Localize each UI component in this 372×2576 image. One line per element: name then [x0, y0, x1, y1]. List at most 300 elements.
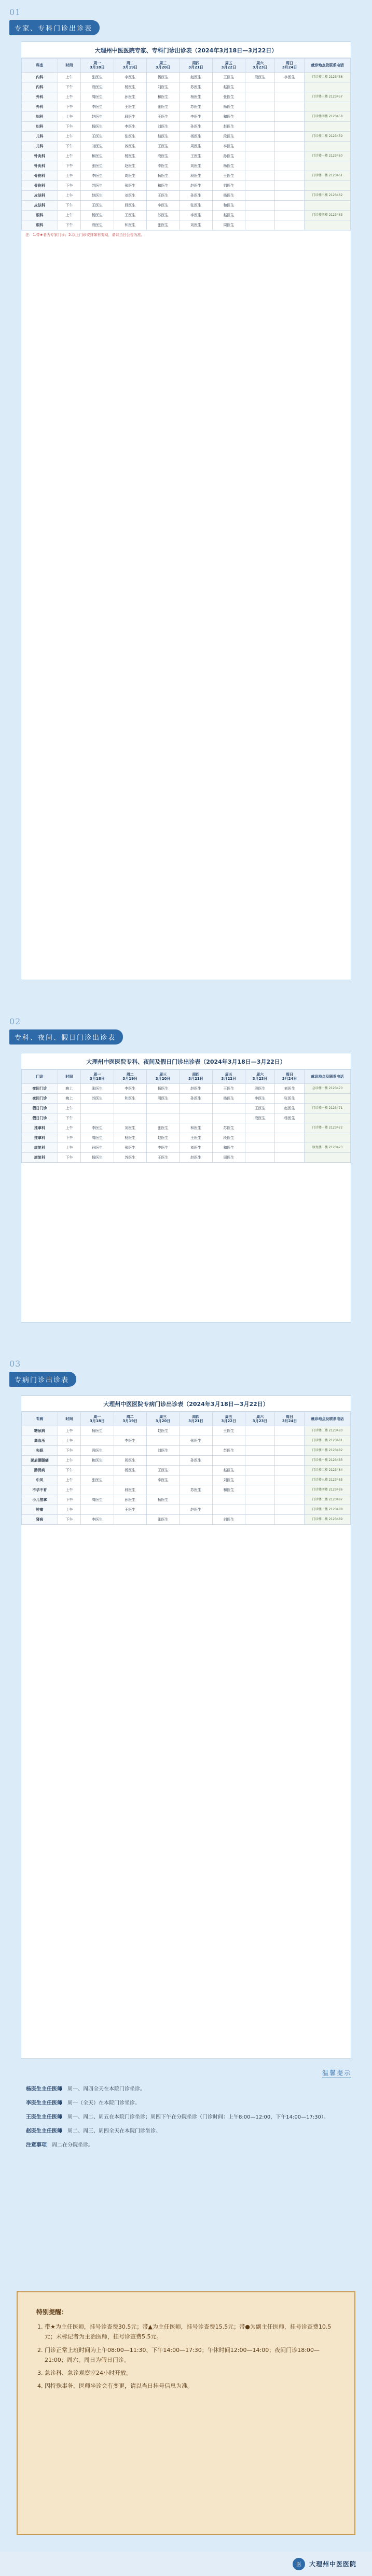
table-row [22, 102, 351, 112]
time-cell: 下午 [58, 102, 80, 112]
doctor-cell: 杨医生 [275, 1113, 305, 1123]
doctor-cell [212, 1113, 245, 1123]
doctor-cell: 苏医生 [212, 1123, 245, 1133]
doctor-cell [180, 1426, 212, 1436]
doctor-cell: 苏医生 [212, 1446, 245, 1456]
date-label: 3月22日 [221, 1077, 237, 1081]
doctor-cell: 刘医生 [114, 191, 146, 201]
doctor-cell: 李医生 [81, 102, 114, 112]
column-header: 就诊地点及联系电话 [305, 1070, 351, 1084]
date-label: 3月23日 [252, 65, 268, 69]
doctor-cell: 刘医生 [146, 1446, 179, 1456]
day-label: 周三 [159, 1414, 167, 1419]
column-header-day [180, 59, 212, 73]
location-cell: 康复楼二楼 2123473 [305, 1143, 351, 1153]
doctor-cell [81, 1436, 114, 1446]
doctor-cell [275, 211, 305, 220]
doctor-cell [245, 171, 275, 181]
notice-title: 特别提醒： [36, 2308, 68, 2316]
doctor-cell: 张医生 [81, 1084, 114, 1094]
dept-cell: 儿科 [22, 132, 58, 142]
doctor-cell [146, 1436, 179, 1446]
location-cell: 门诊楼二楼 2123459 [305, 132, 351, 142]
location-cell [305, 1113, 351, 1123]
date-label: 3月20日 [155, 1419, 171, 1423]
location-cell: 门诊楼三楼 2123482 [305, 1446, 351, 1456]
doctor-cell: 段医生 [245, 1084, 275, 1094]
table-row [22, 1505, 351, 1515]
section-header-3 [9, 1359, 76, 1387]
doctor-cell: 王医生 [180, 1133, 212, 1143]
location-cell: 门诊楼三楼 2123462 [305, 191, 351, 201]
doctor-cell: 张医生 [81, 161, 114, 171]
doctor-cell [275, 102, 305, 112]
doctor-cell: 杨医生 [81, 1426, 114, 1436]
doctor-cell: 王医生 [146, 142, 179, 151]
table-row [22, 1153, 351, 1163]
doctor-cell: 张医生 [114, 132, 146, 142]
doctor-cell: 张医生 [275, 1094, 305, 1104]
doctor-cell [245, 211, 275, 220]
time-cell: 下午 [58, 161, 80, 171]
doctor-note-text: 周一（全天）在本院门诊坐诊。 [67, 2100, 140, 2106]
doctor-cell: 张医生 [114, 181, 146, 191]
table-row [22, 1084, 351, 1094]
doctor-cell: 杨医生 [114, 82, 146, 92]
doctor-cell: 张医生 [212, 92, 245, 102]
doctor-cell [81, 1505, 114, 1515]
location-cell [305, 102, 351, 112]
location-cell: 门诊楼二楼 2123489 [305, 1515, 351, 1525]
doctor-cell [212, 1495, 245, 1505]
time-cell: 上午 [58, 191, 80, 201]
doctor-cell: 杨医生 [180, 132, 212, 142]
time-cell: 下午 [58, 1113, 80, 1123]
doctor-cell [275, 1515, 305, 1525]
column-header: 就诊地点及联系电话 [305, 1412, 351, 1426]
section-header-2 [9, 1017, 123, 1045]
day-label: 周四 [192, 61, 200, 65]
doctor-cell: 苏医生 [180, 82, 212, 92]
time-cell: 上午 [58, 73, 80, 82]
time-cell: 下午 [58, 1133, 80, 1143]
doctor-cell [245, 1133, 275, 1143]
doctor-cell [245, 102, 275, 112]
doctor-cell: 赵医生 [81, 112, 114, 122]
column-header-day [212, 59, 245, 73]
time-cell: 晚上 [58, 1094, 80, 1104]
doctor-cell: 杨医生 [81, 122, 114, 132]
dept-cell: 不孕不育 [22, 1485, 58, 1495]
doctor-cell: 和医生 [81, 151, 114, 161]
doctor-cell: 孙医生 [180, 191, 212, 201]
date-label: 3月23日 [252, 1419, 268, 1423]
dept-cell: 脾胃病 [22, 1466, 58, 1475]
time-cell: 下午 [58, 142, 80, 151]
doctor-cell [275, 1485, 305, 1495]
table-row [22, 1456, 351, 1466]
doctor-cell: 张医生 [180, 1436, 212, 1446]
day-label: 周三 [159, 1072, 167, 1077]
column-header-day [245, 59, 275, 73]
doctor-cell: 周医生 [212, 1153, 245, 1163]
doctor-cell [245, 82, 275, 92]
dept-cell: 夜间门诊 [22, 1084, 58, 1094]
date-label: 3月20日 [155, 1077, 171, 1081]
doctor-cell [180, 1104, 212, 1113]
doctor-cell: 孙医生 [81, 1143, 114, 1153]
doctor-cell: 赵医生 [212, 122, 245, 132]
doctor-cell: 刘医生 [275, 1084, 305, 1094]
doctor-name: 注意事项 [26, 2142, 47, 2148]
doctor-cell: 张医生 [114, 1143, 146, 1153]
doctor-note [26, 2085, 346, 2094]
doctor-note-text: 周一、周四全天在本院门诊坐诊。 [67, 2086, 145, 2092]
column-header: 时间 [58, 59, 80, 73]
date-label: 3月22日 [221, 1419, 237, 1423]
table-row [22, 161, 351, 171]
section-title: 专家、专科门诊出诊表 [9, 20, 100, 35]
date-label: 3月24日 [282, 65, 297, 69]
doctor-cell: 李医生 [81, 171, 114, 181]
time-cell: 上午 [58, 1485, 80, 1495]
location-cell: 门诊楼二楼 2123480 [305, 1426, 351, 1436]
column-header-day [245, 1070, 275, 1084]
day-label: 周日 [286, 1414, 294, 1419]
doctor-cell: 周医生 [81, 1133, 114, 1143]
column-header-day [245, 1412, 275, 1426]
doctor-cell [146, 1113, 179, 1123]
doctor-cell [275, 1426, 305, 1436]
doctor-cell: 孙医生 [180, 1094, 212, 1104]
doctor-cell: 王医生 [146, 191, 179, 201]
doctor-cell: 周医生 [114, 1456, 146, 1466]
table-row [22, 82, 351, 92]
doctor-cell: 李医生 [146, 161, 179, 171]
dept-cell: 眼科 [22, 220, 58, 230]
doctor-cell [114, 1515, 146, 1525]
doctor-cell: 王医生 [212, 1084, 245, 1094]
doctor-cell: 杨医生 [114, 151, 146, 161]
doctor-cell [146, 1485, 179, 1495]
location-cell: 门诊楼二楼 2123487 [305, 1495, 351, 1505]
doctor-note [26, 2113, 346, 2122]
table-header-row [22, 1070, 351, 1084]
day-label: 周六 [256, 61, 264, 65]
dept-cell: 糖尿病 [22, 1426, 58, 1436]
column-header: 就诊地点及联系电话 [305, 59, 351, 73]
notice-item: 2. 门诊正常上班时间为上午08:00—11:30、下午14:00—17:30；午休时间12:00—14:00；夜间门诊18:00—21:00；周六、周日为假日门诊。 [45, 2345, 336, 2365]
doctor-cell [275, 151, 305, 161]
doctor-cell: 李医生 [114, 1436, 146, 1446]
doctor-cell [180, 1466, 212, 1475]
table-row [22, 122, 351, 132]
doctor-cell [180, 1446, 212, 1456]
location-cell [305, 220, 351, 230]
table-row [22, 171, 351, 181]
doctor-cell: 段医生 [81, 82, 114, 92]
doctor-cell [146, 1104, 179, 1113]
table-row [22, 1143, 351, 1153]
dept-cell: 推拿科 [22, 1123, 58, 1133]
doctor-cell: 孙医生 [212, 151, 245, 161]
doctor-cell: 周医生 [81, 1495, 114, 1505]
doctor-cell: 赵医生 [212, 1466, 245, 1475]
dept-cell: 推拿科 [22, 1133, 58, 1143]
doctor-cell: 孙医生 [114, 92, 146, 102]
doctor-cell [212, 1104, 245, 1113]
dept-cell: 妇科 [22, 112, 58, 122]
doctor-cell: 孙医生 [180, 1456, 212, 1466]
table-row [22, 1123, 351, 1133]
day-label: 周一 [93, 61, 101, 65]
doctor-cell [245, 1153, 275, 1163]
dept-cell: 失眠 [22, 1446, 58, 1456]
doctor-name: 杨医生主任医师 [26, 2086, 62, 2092]
doctor-cell [245, 161, 275, 171]
doctor-cell [245, 201, 275, 211]
dept-cell: 外科 [22, 102, 58, 112]
doctor-name: 李医生主任医师 [26, 2100, 62, 2106]
date-label: 3月19日 [122, 1419, 137, 1423]
date-label: 3月21日 [188, 1419, 203, 1423]
doctor-cell [245, 112, 275, 122]
date-label: 3月19日 [122, 65, 137, 69]
doctor-cell: 王医生 [146, 112, 179, 122]
location-cell: 门诊楼四楼 2123463 [305, 211, 351, 220]
doctor-cell [180, 1113, 212, 1123]
doctor-cell: 赵医生 [146, 132, 179, 142]
location-cell: 门诊楼二楼 2123481 [305, 1436, 351, 1446]
column-header-day [81, 1070, 114, 1084]
doctor-cell [245, 1143, 275, 1153]
day-label: 周四 [192, 1414, 200, 1419]
doctor-cell: 赵医生 [180, 73, 212, 82]
time-cell: 上午 [58, 151, 80, 161]
doctor-cell: 段医生 [114, 112, 146, 122]
doctor-cell: 孙医生 [114, 1495, 146, 1505]
doctor-cell [245, 1505, 275, 1515]
doctor-cell: 王医生 [212, 171, 245, 181]
day-label: 周一 [93, 1072, 101, 1077]
notice-item: 1. 带★为主任医师，挂号诊查费30.5元；带▲为主任医师，挂号诊查费15.5元；带●为副主任医师，挂号诊查费10.5元；未标记者为主治医师，挂号诊查费5.5元。 [45, 2322, 336, 2342]
doctor-cell [275, 201, 305, 211]
table-header-row [22, 59, 351, 73]
table-row [22, 142, 351, 151]
doctor-cell: 王医生 [114, 1505, 146, 1515]
doctor-cell [245, 191, 275, 201]
doctor-cell: 和医生 [146, 181, 179, 191]
table-row [22, 1113, 351, 1123]
schedule-table [21, 1069, 351, 1163]
location-cell [305, 161, 351, 171]
location-cell: 门诊楼三楼 2123488 [305, 1505, 351, 1515]
doctor-cell: 王医生 [114, 211, 146, 220]
date-label: 3月23日 [252, 1077, 268, 1081]
time-cell: 下午 [58, 82, 80, 92]
doctor-cell: 赵医生 [146, 1426, 179, 1436]
dept-cell: 高血压 [22, 1436, 58, 1446]
column-header: 时间 [58, 1412, 80, 1426]
doctor-note-text: 周二在分院坐诊。 [52, 2142, 93, 2148]
doctor-cell: 杨医生 [146, 73, 179, 82]
doctor-name: 赵医生主任医师 [26, 2128, 62, 2134]
table-row [22, 112, 351, 122]
time-cell: 上午 [58, 132, 80, 142]
section-title: 专病门诊出诊表 [9, 1372, 76, 1387]
doctor-cell: 张医生 [81, 1475, 114, 1485]
schedule-table [21, 58, 351, 230]
doctor-cell: 刘医生 [146, 122, 179, 132]
doctor-cell [212, 1505, 245, 1515]
doctor-cell: 赵医生 [146, 1133, 179, 1143]
time-cell: 上午 [58, 92, 80, 102]
doctor-cell [245, 132, 275, 142]
table-row [22, 211, 351, 220]
doctor-cell: 和医生 [180, 1123, 212, 1133]
day-label: 周五 [225, 61, 232, 65]
notice-item: 4. 因特殊事务，医师坐诊会有变更，请以当日挂号信息为准。 [45, 2381, 336, 2391]
day-label: 周六 [256, 1414, 264, 1419]
location-cell [305, 1094, 351, 1104]
doctor-cell: 周医生 [180, 142, 212, 151]
time-cell: 上午 [58, 112, 80, 122]
doctor-cell: 段医生 [81, 1446, 114, 1456]
time-cell: 上午 [58, 1456, 80, 1466]
time-cell: 上午 [58, 1123, 80, 1133]
day-label: 周日 [286, 61, 294, 65]
table-footnote: 注：1.带★者为专家门诊；2.以上门诊安排如有变动，请以当日公告为准。 [21, 230, 351, 239]
doctor-cell: 张医生 [81, 73, 114, 82]
doctor-cell [275, 1505, 305, 1515]
day-label: 周三 [159, 61, 167, 65]
time-cell: 下午 [58, 220, 80, 230]
hospital-name: 大理州中医医院 [309, 2560, 356, 2568]
doctor-cell [275, 1475, 305, 1485]
schedule-card-experts [21, 41, 351, 980]
doctor-cell: 刘医生 [180, 161, 212, 171]
location-cell [305, 181, 351, 191]
dept-cell: 夜间门诊 [22, 1094, 58, 1104]
doctor-cell: 苏医生 [180, 1485, 212, 1495]
doctor-cell [245, 1426, 275, 1436]
doctor-cell [245, 122, 275, 132]
doctor-cell: 杨医生 [146, 1084, 179, 1094]
location-cell: 门诊楼一楼 2123472 [305, 1123, 351, 1133]
doctor-cell [275, 1456, 305, 1466]
doctor-cell: 段医生 [180, 171, 212, 181]
dept-cell: 小儿推拿 [22, 1495, 58, 1505]
doctor-cell: 杨医生 [146, 1495, 179, 1505]
location-cell: 门诊楼一楼 2123471 [305, 1104, 351, 1113]
date-label: 3月24日 [282, 1077, 297, 1081]
doctor-cell [146, 1456, 179, 1466]
location-cell: 门诊楼三楼 2123457 [305, 92, 351, 102]
dept-cell: 妇科 [22, 122, 58, 132]
doctor-cell: 杨医生 [146, 171, 179, 181]
day-label: 周二 [126, 1072, 134, 1077]
column-header-day [180, 1412, 212, 1426]
doctor-cell: 李医生 [114, 73, 146, 82]
doctor-cell: 周医生 [81, 92, 114, 102]
doctor-cell [275, 142, 305, 151]
doctor-cell [114, 1113, 146, 1123]
location-cell [305, 1133, 351, 1143]
location-cell: 门诊楼一楼 2123461 [305, 171, 351, 181]
doctor-cell: 赵医生 [81, 191, 114, 201]
doctor-cell [146, 1505, 179, 1515]
table-row [22, 92, 351, 102]
doctor-cell [275, 1466, 305, 1475]
doctor-cell: 和医生 [114, 1094, 146, 1104]
doctor-cell [245, 151, 275, 161]
section-number: 01 [9, 7, 21, 17]
date-label: 3月19日 [122, 1077, 137, 1081]
doctor-cell: 刘医生 [180, 220, 212, 230]
doctor-cell: 杨医生 [180, 92, 212, 102]
location-cell: 急诊楼一楼 2123470 [305, 1084, 351, 1094]
doctor-cell: 赵医生 [180, 1505, 212, 1515]
doctor-cell [114, 1104, 146, 1113]
doctor-cell [245, 92, 275, 102]
doctor-cell: 张医生 [146, 1515, 179, 1525]
column-header-day [114, 1412, 146, 1426]
time-cell: 上午 [58, 1475, 80, 1485]
table-row [22, 181, 351, 191]
doctor-cell [81, 1113, 114, 1123]
doctor-cell: 李医生 [180, 112, 212, 122]
doctor-cell: 段医生 [212, 1133, 245, 1143]
doctor-cell [245, 1475, 275, 1485]
doctor-cell: 张医生 [146, 220, 179, 230]
doctor-cell [245, 1515, 275, 1525]
dept-cell: 眼科 [22, 211, 58, 220]
date-label: 3月20日 [155, 65, 171, 69]
time-cell: 晚上 [58, 1084, 80, 1094]
doctor-cell [245, 181, 275, 191]
day-label: 周四 [192, 1072, 200, 1077]
day-label: 周六 [256, 1072, 264, 1077]
doctor-cell: 苏医生 [114, 1153, 146, 1163]
doctor-cell [245, 1456, 275, 1466]
doctor-cell: 刘医生 [81, 142, 114, 151]
doctor-cell: 刘医生 [212, 1475, 245, 1485]
notice-item: 3. 急诊科、急诊观察室24小时开放。 [45, 2368, 336, 2378]
doctor-cell: 段医生 [81, 220, 114, 230]
table-row [22, 1466, 351, 1475]
doctor-cell: 王医生 [146, 1466, 179, 1475]
dept-cell: 外科 [22, 92, 58, 102]
doctor-cell: 赵医生 [212, 211, 245, 220]
day-label: 周二 [126, 61, 134, 65]
day-label: 周五 [225, 1414, 232, 1419]
footer [0, 2552, 372, 2576]
location-cell [305, 122, 351, 132]
dept-cell: 骨伤科 [22, 181, 58, 191]
doctor-cell: 杨医生 [81, 1153, 114, 1163]
special-notice [17, 2291, 355, 2535]
date-label: 3月24日 [282, 1419, 297, 1423]
table-row [22, 1104, 351, 1113]
doctor-cell: 和医生 [114, 220, 146, 230]
schedule-card-special-disease [21, 1395, 351, 2059]
table-row [22, 132, 351, 142]
time-cell: 下午 [58, 1466, 80, 1475]
doctor-note-text: 周一、周二、周五在本院门诊坐诊；周四下午在分院坐诊（门诊时间：上午8:00—12:00，下午14:00—17:30）。 [67, 2114, 329, 2120]
date-label: 3月18日 [89, 1077, 105, 1081]
date-label: 3月21日 [188, 1077, 203, 1081]
doctor-cell: 李医生 [146, 1475, 179, 1485]
